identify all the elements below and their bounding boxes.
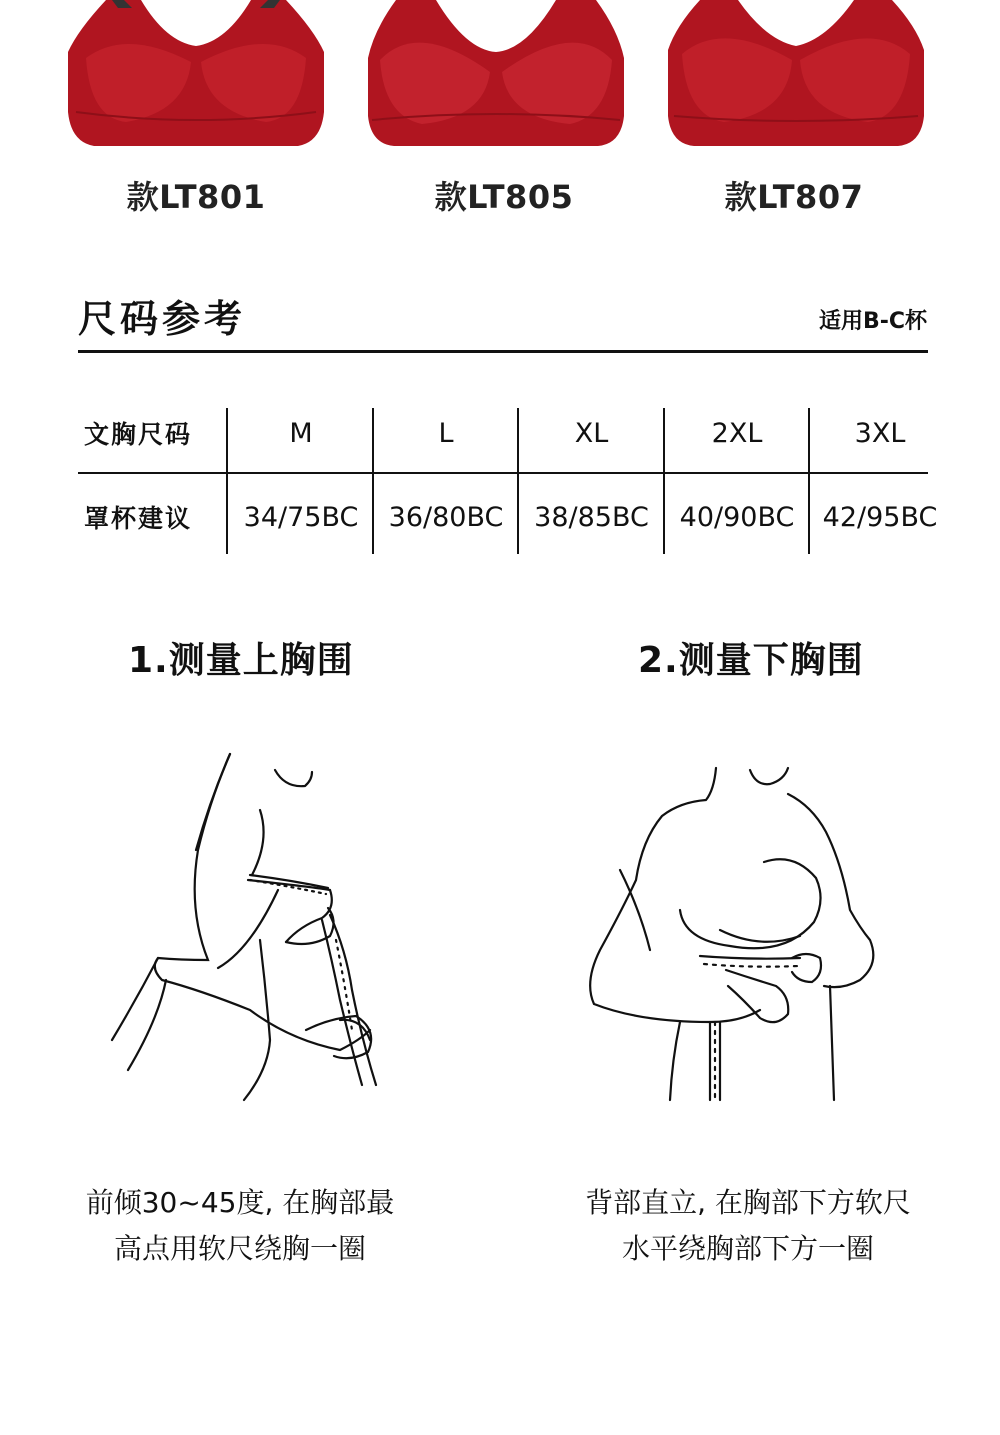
product-label-lt805: 款LT805 xyxy=(434,178,574,216)
table-col-divider xyxy=(372,408,374,554)
product-label-lt801: 款LT801 xyxy=(126,178,266,216)
cup-cell-m: 34/75BC xyxy=(243,501,359,533)
cup-cell-l: 36/80BC xyxy=(388,501,504,533)
product-image-lt807[interactable] xyxy=(666,0,926,150)
table-col-divider xyxy=(517,408,519,554)
size-cell-3xl: 3XL xyxy=(854,417,906,449)
under-bust-measuring-illustration xyxy=(580,760,890,1110)
table-col-divider xyxy=(663,408,665,554)
cup-cell-xl: 38/85BC xyxy=(534,501,649,533)
product-image-lt801[interactable] xyxy=(66,0,326,150)
step-2-description-line-2: 水平绕胸部下方一圈 xyxy=(621,1232,874,1265)
size-cell-l: L xyxy=(438,417,454,449)
table-col-divider xyxy=(808,408,810,554)
row-header-size: 文胸尺码 xyxy=(84,420,193,449)
size-cell-m: M xyxy=(289,417,313,449)
upper-bust-measuring-illustration xyxy=(100,740,400,1110)
row-header-cup: 罩杯建议 xyxy=(84,504,193,533)
product-image-lt805[interactable] xyxy=(366,0,626,150)
section-divider xyxy=(78,350,928,353)
step-1-description-line-1: 前倾30~45度, 在胸部最 xyxy=(85,1186,395,1219)
step-1-description-line-2: 高点用软尺绕胸一圈 xyxy=(113,1232,366,1265)
table-col-divider xyxy=(226,408,228,554)
table-row-divider xyxy=(78,472,928,474)
step-2-description xyxy=(548,1180,948,1272)
size-section-title: 尺码参考 xyxy=(78,297,247,341)
cup-cell-2xl: 40/90BC xyxy=(679,501,795,533)
size-section-subtitle: 适用B-C杯 xyxy=(818,309,927,334)
size-cell-2xl: 2XL xyxy=(711,417,763,449)
step-2-title: 2.测量下胸围 xyxy=(638,640,864,681)
step-2-description-line-1: 背部直立, 在胸部下方软尺 xyxy=(585,1186,911,1219)
step-1-title: 1.测量上胸围 xyxy=(128,640,354,681)
product-label-lt807: 款LT807 xyxy=(724,178,864,216)
step-1-description xyxy=(40,1180,440,1272)
size-cell-xl: XL xyxy=(574,417,609,449)
cup-cell-3xl: 42/95BC xyxy=(822,501,938,533)
